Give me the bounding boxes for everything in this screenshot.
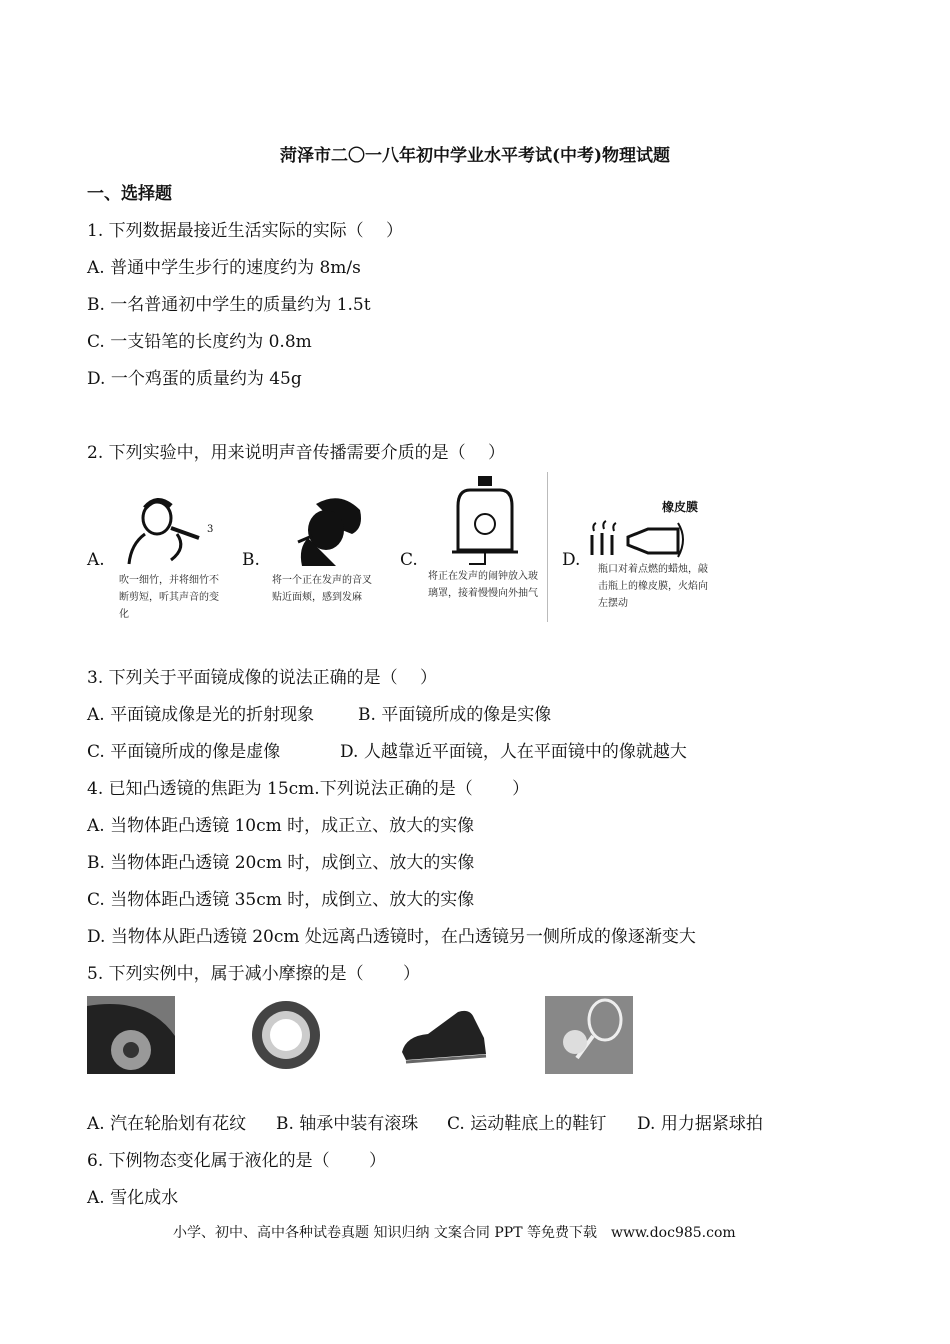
q5-option-b: B. 轴承中装有滚珠: [276, 1114, 419, 1134]
svg-text:3: 3: [207, 524, 214, 535]
section-heading: 一、选择题: [87, 184, 172, 204]
q6-option-a: A. 雪化成水: [87, 1188, 179, 1208]
q4-option-c: C. 当物体距凸透镜 35cm 时，成倒立、放大的实像: [87, 890, 475, 910]
q1-option-b: B. 一名普通初中学生的质量约为 1.5t: [87, 295, 371, 315]
q5-stem: 5. 下列实例中，属于减小摩擦的是（ ）: [87, 964, 421, 984]
racket-photo: [545, 996, 633, 1074]
q2-stem: 2. 下列实验中，用来说明声音传播需要介质的是（ ）: [87, 443, 506, 463]
bearing-image: [245, 996, 327, 1074]
q2-figure-d: [588, 495, 713, 623]
racket-image: [545, 996, 633, 1074]
q2-caption-c: 将正在发声的闹钟放入玻璃罩，接着慢慢向外抽气: [428, 571, 538, 599]
bell-jar-alarm-clock-illustration: [422, 472, 547, 572]
sports-shoe-image: [396, 996, 492, 1074]
q4-stem: 4. 已知凸透镜的焦距为 15cm.下列说法正确的是（ ）: [87, 779, 530, 799]
q1-option-a: A. 普通中学生步行的速度约为 8m/s: [87, 258, 361, 278]
q2-caption-a: 吹一细竹，并将细竹不断剪短，听其声音的变化: [119, 575, 219, 620]
q3-option-c: C. 平面镜所成的像是虚像: [87, 742, 281, 762]
q2-label-d: D.: [562, 550, 581, 570]
q5-option-a: A. 汽在轮胎划有花纹: [87, 1114, 247, 1134]
page-footer: 小学、初中、高中各种试卷真题 知识归纳 文案合同 PPT 等免费下载 www.doc985.com: [173, 1225, 736, 1241]
person-with-tuning-fork-illustration: [268, 490, 380, 572]
q3-option-d: D. 人越靠近平面镜，人在平面镜中的像就越大: [340, 742, 687, 762]
q6-stem: 6. 下例物态变化属于液化的是（ ）: [87, 1151, 387, 1171]
page-title: 菏泽市二〇一八年初中学业水平考试(中考)物理试题: [279, 146, 671, 166]
q1-option-c: C. 一支铅笔的长度约为 0.8m: [87, 332, 312, 352]
q3-option-a: A. 平面镜成像是光的折射现象: [87, 705, 315, 725]
candles-and-bottle-illustration: [588, 495, 713, 559]
tire-photo: [87, 996, 175, 1074]
tire-image: [87, 996, 175, 1074]
q2-figure-a: [115, 490, 223, 622]
bearing-photo: [245, 996, 327, 1074]
q1-stem: 1. 下列数据最接近生活实际的实际（ ）: [87, 221, 404, 241]
q3-option-b: B. 平面镜所成的像是实像: [358, 705, 552, 725]
q4-option-d: D. 当物体从距凸透镜 20cm 处远离凸透镜时，在凸透镜另一侧所成的像逐渐变大: [87, 927, 696, 947]
q4-option-a: A. 当物体距凸透镜 10cm 时，成正立、放大的实像: [87, 816, 475, 836]
q5-option-c: C. 运动鞋底上的鞋钉: [447, 1114, 607, 1134]
q2-figure-b: [268, 490, 380, 622]
q2-label-c: C.: [400, 550, 418, 570]
q2-figure-d-label: 橡皮膜: [662, 500, 699, 514]
sports-shoe-photo: [396, 996, 492, 1074]
q2-caption-b: 将一个正在发声的音叉贴近面颊，感到发麻: [272, 575, 372, 603]
q5-option-d: D. 用力据紧球拍: [637, 1114, 763, 1134]
person-blowing-bamboo-illustration: [115, 490, 223, 572]
q4-option-b: B. 当物体距凸透镜 20cm 时，成倒立、放大的实像: [87, 853, 475, 873]
q2-label-b: B.: [242, 550, 260, 570]
q1-option-d: D. 一个鸡蛋的质量约为 45g: [87, 369, 302, 389]
q2-label-a: A.: [87, 550, 105, 570]
q3-stem: 3. 下列关于平面镜成像的说法正确的是（ ）: [87, 668, 438, 688]
q2-caption-d: 瓶口对着点燃的蜡烛，敲击瓶上的橡皮膜，火焰向左摆动: [598, 564, 708, 609]
q2-figure-c: [422, 472, 548, 622]
